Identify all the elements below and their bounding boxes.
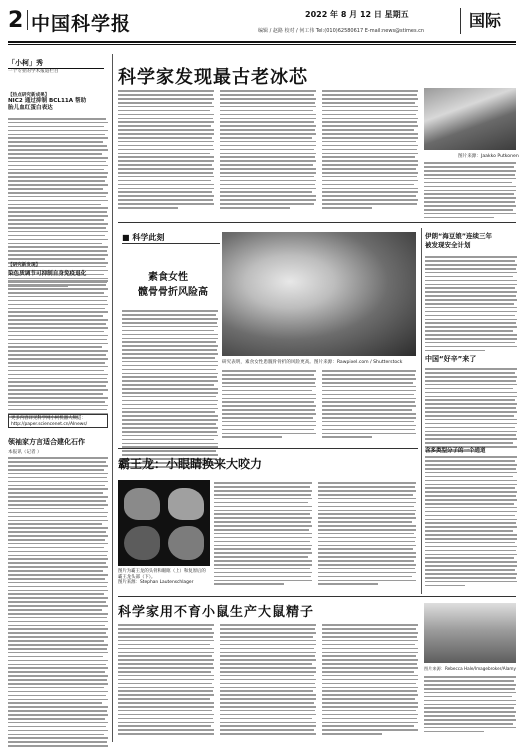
article2-top-rule (118, 448, 418, 449)
science-box-label-text: 科学此刻 (132, 233, 165, 242)
article3-body-right (424, 674, 516, 732)
science-box-label-rule (122, 243, 220, 244)
column-divider-left (112, 54, 113, 742)
right-column (425, 228, 517, 594)
sidebar-feature-title: 领袖家方言适合建化石作 (8, 438, 85, 446)
sidebar-item1-tag: 【热点研究新成果】 (8, 93, 50, 98)
right-item2-title: 中国“好辛”来了 (425, 355, 477, 363)
head-shape-bottom-right (168, 526, 204, 560)
article2-photo (118, 480, 210, 566)
article3-top-rule (118, 596, 516, 597)
right-item3-title: 含多类型分子的一个通道 (425, 448, 486, 454)
head-shape-bottom-left (124, 526, 160, 560)
sidebar-item2-body (8, 278, 108, 418)
sidebar-column-title: 「小柯」秀 (8, 58, 104, 69)
right-item2-body (425, 366, 517, 452)
column-divider-right (421, 228, 422, 594)
article1-body-right (424, 160, 516, 218)
section-name: 国际 (460, 8, 514, 34)
article1-bottom-rule (118, 222, 516, 223)
right-item1-body (425, 254, 517, 351)
science-box-body (122, 308, 218, 468)
header-rule-thin (8, 44, 516, 45)
article3-headline: 科学家用不育小鼠生产大鼠精子 (118, 605, 315, 620)
sidebar-item2-tag: 【研究新发现】 (8, 263, 41, 268)
article2-headline: 霸王龙：小眼睛换来大咬力 (118, 457, 263, 471)
article1-headline: 科学家发现最古老冰芯 (118, 67, 308, 88)
masthead: 中国科学报 (31, 13, 132, 35)
contact-line: 编辑 / 赵路 校对 / 何工伟 Tel:(010)62580617 E-mail:news@stimes.cn (258, 28, 425, 34)
sidebar-column-subtitle: 一个专业的学术报道栏目 (8, 69, 59, 74)
science-box-subhead-2: 髋骨骨折风险高 (138, 287, 208, 298)
skull-shape-top-right (168, 488, 204, 520)
right-item3-body (425, 454, 517, 586)
page-number: 2 (8, 8, 24, 33)
sidebar-item1-title: NIC2 通过抑制 BCL11A 帮助 胎儿血红蛋白表达 (8, 98, 87, 111)
sidebar-notice: 更多内容详见科学网小柯机器人频道： http://paper.sciencenet.cn/AInews/ (8, 414, 108, 428)
article2-photo-caption: 图片为霸王龙的头骨和眼眶（上）和复原后的霸王龙头部（下）。 图片来源：Stephan Lautenschlager (118, 569, 206, 585)
sidebar (8, 54, 108, 744)
science-box-photo (222, 232, 416, 356)
sidebar-feature-byline: 本报讯（记者 ） (8, 450, 42, 455)
header-rule (8, 41, 516, 43)
header-divider (27, 10, 28, 30)
science-box-label: ■ 科学此刻 (122, 233, 165, 242)
sidebar-feature-body (8, 455, 108, 748)
skull-shape-top-left (124, 488, 160, 520)
right-item1-title: 伊朗“海豆娘”连续三年 被发现安全计划 (425, 232, 493, 249)
science-box-photo-caption: 研究表明，素食女性患髋骨骨折的风险更高。图片来源：Rawpixel.com / Shutterstock (222, 360, 403, 365)
article3-photo-caption: 图片来源：Rebecca Hale/Imagebroker/Alamy (424, 666, 516, 671)
article1-body (118, 88, 418, 218)
article1-photo (424, 88, 516, 150)
science-box (118, 228, 418, 440)
sidebar-item2-title: 染色质调节可抑制自身免疫退化 (8, 271, 87, 277)
article1-photo-caption: 图片来源：Jaakko Putkonen (458, 154, 519, 159)
date-line: 2022 年 8 月 12 日 星期五 (305, 10, 409, 19)
science-box-subhead-1: 素食女性 (148, 272, 188, 283)
article3-photo (424, 603, 516, 663)
